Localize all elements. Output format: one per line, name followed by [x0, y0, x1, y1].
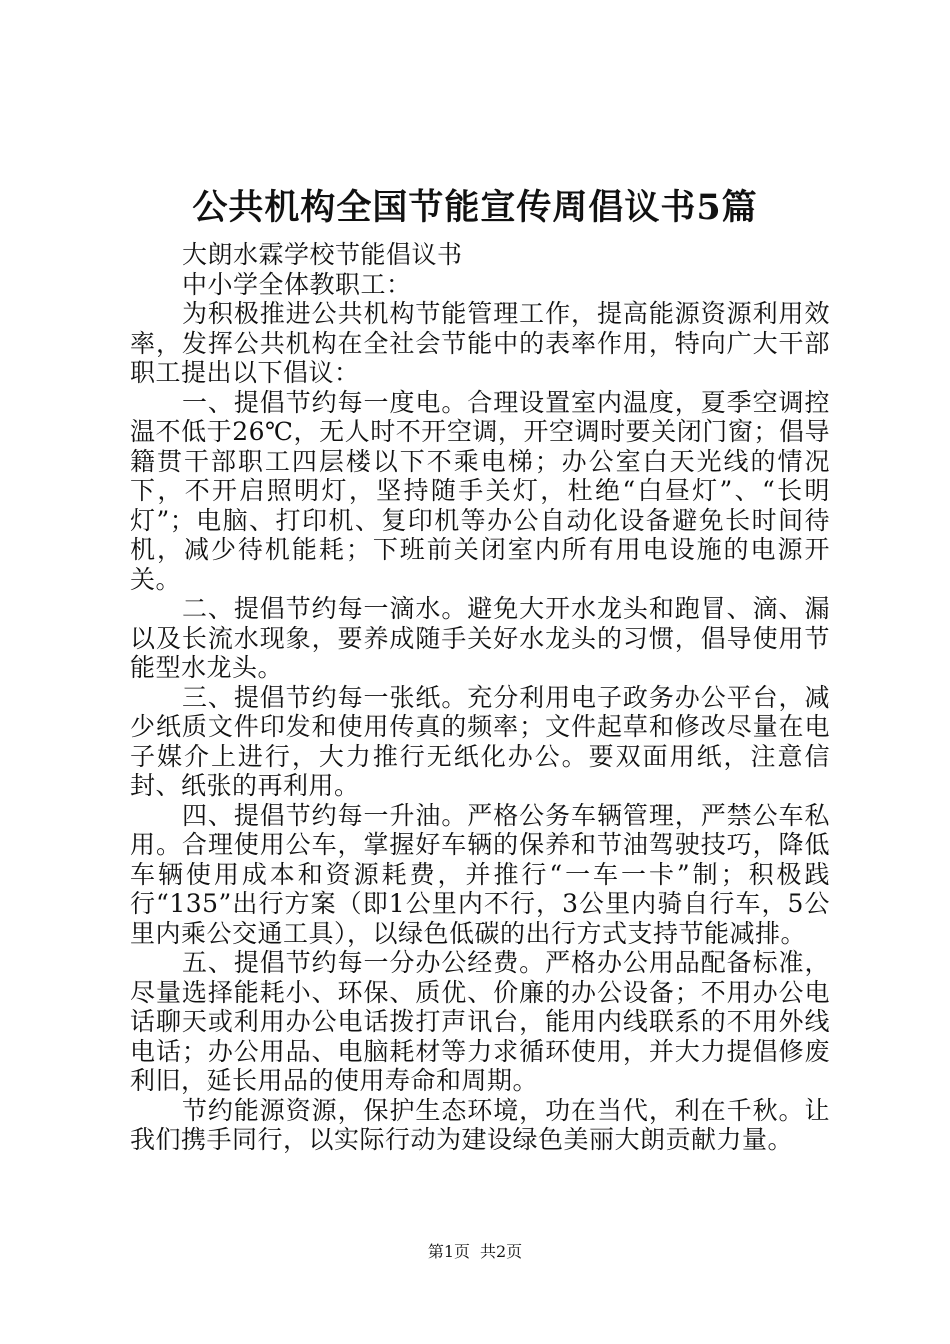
paragraph-school-name: 大朗水霖学校节能倡议书: [182, 240, 463, 269]
paragraph-paper: 三、提倡节约每一张纸。充分利用电子政务办公平台，减少纸质文件印发和使用传真的频率；文件起草和修改尽量在电子媒介上进行，大力推行无纸化办公。要双面用纸，注意信封、纸张的再利用。: [130, 682, 830, 800]
paragraph-intro: 为积极推进公共机构节能管理工作，提高能源资源利用效率，发挥公共机构在全社会节能中的表率作用，特向广大干部职工提出以下倡议：: [130, 299, 830, 387]
page-footer: [0, 1242, 950, 1262]
paragraph-water: 二、提倡节约每一滴水。避免大开水龙头和跑冒、滴、漏以及长流水现象，要养成随手关好水龙头的习惯，倡导使用节能型水龙头。: [130, 594, 830, 682]
paragraph-salutation: 中小学全体教职工：: [182, 269, 412, 299]
document-title: 公共机构全国节能宣传周倡议书5篇: [192, 187, 758, 228]
page-total: 共2页: [480, 1242, 523, 1261]
page-number: 第1页: [427, 1242, 470, 1261]
paragraph-office-expense: 五、提倡节约每一分办公经费。严格办公用品配备标准，尽量选择能耗小、环保、质优、价廉的办公设备；不用办公电话聊天或利用办公电话拨打声讯台，能用内线联系的不用外线电话；办公用品、电脑耗材等力求循环使用，并大力提倡修废利旧，延长用品的使用寿命和周期。: [130, 948, 830, 1095]
paragraph-electricity: 一、提倡节约每一度电。合理设置室内温度，夏季空调控温不低于26℃，无人时不开空调，开空调时要关闭门窗；倡导籍贯干部职工四层楼以下不乘电梯；办公室白天光线的情况下，不开启照明灯，坚持随手关灯，杜绝“白昼灯”、“长明灯”；电脑、打印机、复印机等办公自动化设备避免长时间待机，减少待机能耗；下班前关闭室内所有用电设施的电源开关。: [130, 387, 830, 594]
document-body: [130, 240, 830, 1155]
paragraph-fuel: 四、提倡节约每一升油。严格公务车辆管理，严禁公车私用。合理使用公车，掌握好车辆的保养和节油驾驶技巧，降低车辆使用成本和资源耗费，并推行“一车一卡”制；积极践行“135”出行方案（即1公里内不行，3公里内骑自行车，5公里内乘公交通工具），以绿色低碳的出行方式支持节能减排。: [130, 800, 830, 948]
paragraph-closing: 节约能源资源，保护生态环境，功在当代，利在千秋。让我们携手同行，以实际行动为建设绿色美丽大朗贡献力量。: [130, 1095, 830, 1154]
